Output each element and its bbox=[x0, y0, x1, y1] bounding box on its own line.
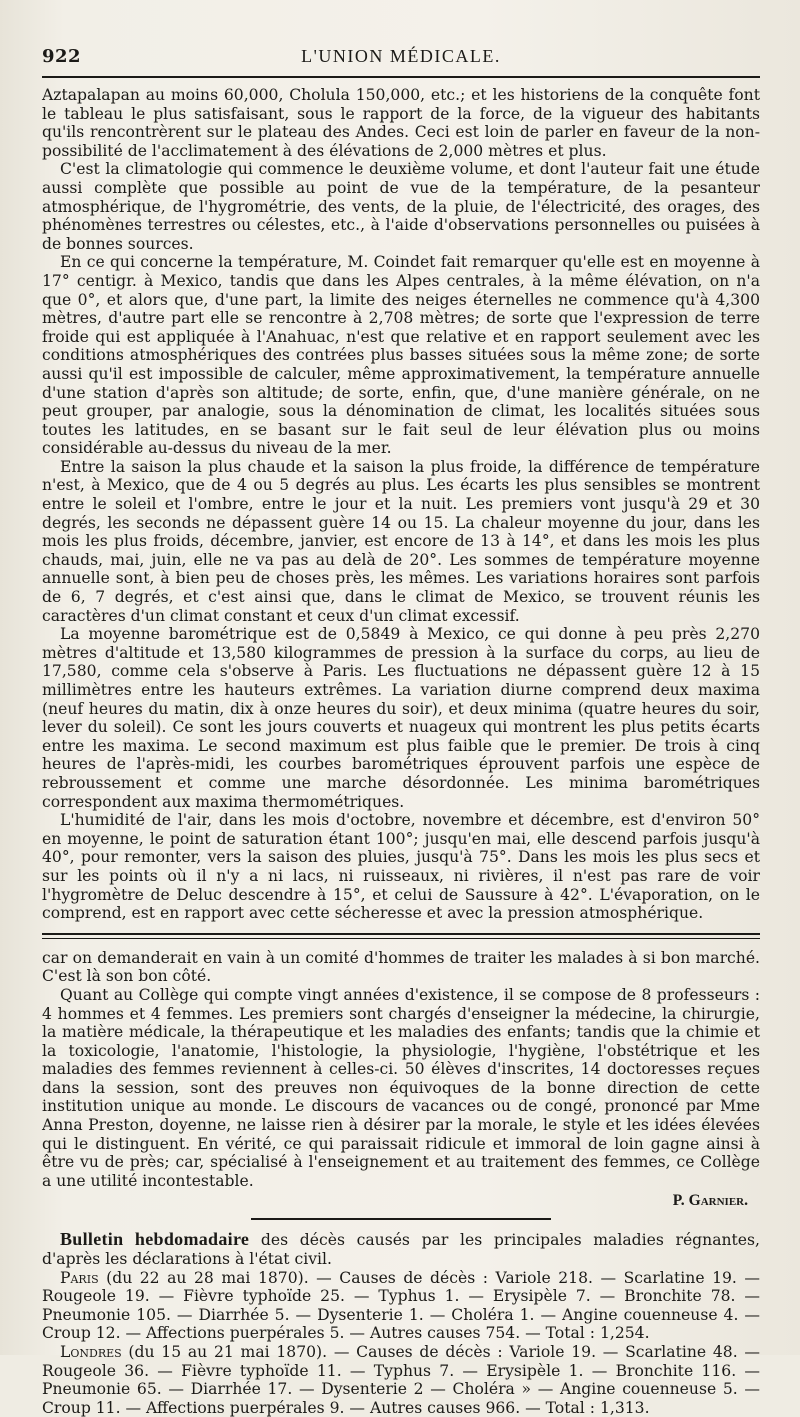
article-paragraph: Aztapalapan au moins 60,000, Cholula 150,000, etc.; et les historiens de la conquête font le tableau le plus satisfaisant, sous le rapport de la force, de la vigueur des habitants qu'ils rencontrèrent sur le plateau des Andes. Ceci est loin de parler en faveur de la non-possibilité de l'acclimatement à des élévations de 2,000 mètres et plus. bbox=[42, 86, 760, 160]
letter-paragraph: car on demanderait en vain à un comité d'hommes de traiter les malades à si bon marché. C'est là son bon côté. bbox=[42, 948, 760, 986]
bulletin-london-text: (du 15 au 21 mai 1870). — Causes de décès : Variole 19. — Scarlatine 48. — Rougeole 36. — Fièvre typhoïde 11. — Typhus 7. — Erysipèle 1. — Bronchite 116. — Pneumonie 65. — Diarrhée 17. — Dysenterie 2 — Choléra » — Angine couenneuse 5. — Croup 11. — Affections puerpérales 9. — Autres causes 966. — Total : 1,313. bbox=[42, 1343, 760, 1417]
article-paragraph: C'est la climatologie qui commence le deuxième volume, et dont l'auteur fait une étude aussi complète que possible au point de vue de la température, de la pesanteur atmosphérique, de l'hygrométrie, des vents, de la pluie, de l'électricité, des orages, des phénomènes terrestres ou célestes, etc., à l'aide d'observations personnelles ou puisées à de bonnes sources. bbox=[42, 160, 760, 253]
section-divider-bottom bbox=[42, 938, 760, 939]
article-paragraph: En ce qui concerne la température, M. Coindet fait remarquer qu'elle est en moyenne à 17° centigr. à Mexico, tandis que dans les Alpes centrales, à la même élévation, on n'a que 0°, et alors que, d'une part, la limite des neiges éternelles ne commence qu'à 4,300 mètres, d'autre part elle se rencontre à 2,708 mètres; de sorte que l'expression de terre froide qui est appliquée à l'Anahuac, n'est que relative et en rapport seulement avec les conditions atmosphériques des contrées plus basses situées sous la même zone; de sorte aussi qu'il est impossible de calculer, même approximativement, la température annuelle d'une station d'après son altitude; de sorte, enfin, que, d'une manière générale, on ne peut grouper, par analogie, sous la dénomination de climat, les localités situées sous toutes les latitudes, en se basant sur le fait seul de leur élévation plus ou moins considérable au-dessus du niveau de la mer. bbox=[42, 253, 760, 458]
article-paragraph: Entre la saison la plus chaude et la saison la plus froide, la différence de température n'est, à Mexico, que de 4 ou 5 degrés au plus. Les écarts les plus sensibles se montrent entre le soleil et l'ombre, entre le jour et la nuit. Les premiers vont jusqu'à 29 et 30 degrés, les seconds ne dépassent guère 14 ou 15. La chaleur moyenne du jour, dans les mois les plus froids, décembre, janvier, est encore de 13 à 14°, et dans les mois les plus chauds, mai, juin, elle ne va pas au delà de 20°. Les sommes de température moyenne annuelle sont, à bien peu de choses près, les mêmes. Les variations horaires sont parfois de 6, 7 degrés, et c'est ainsi que, dans le climat de Mexico, se trouvent réunis les caractères d'un climat constant et ceux d'un climat excessif. bbox=[42, 457, 760, 625]
bulletin-city-london: Londres bbox=[60, 1343, 122, 1361]
bulletin-london bbox=[42, 1343, 760, 1417]
page-number: 922 bbox=[42, 46, 82, 67]
bulletin-divider bbox=[251, 1218, 551, 1220]
journal-title: L'UNION MÉDICALE. bbox=[301, 46, 501, 66]
section-divider-top bbox=[42, 933, 760, 935]
bulletin-intro-text: des décès causés par les principales maladies régnantes, d'après les déclarations à l'état civil. bbox=[42, 1231, 760, 1269]
header-rule bbox=[42, 76, 760, 78]
bulletin-paris-text: (du 22 au 28 mai 1870). — Causes de décès : Variole 218. — Scarlatine 19. — Rougeole 19. — Fièvre typhoïde 25. — Typhus 1. — Erysipèle 7. — Bronchite 78. — Pneumonie 105. — Diarrhée 5. — Dysenterie 1. — Choléra 1. — Angine couenneuse 4. — Croup 12. — Affections puerpérales 5. — Autres causes 754. — Total : 1,254. bbox=[42, 1268, 760, 1343]
bulletin-paris bbox=[42, 1269, 760, 1343]
bulletin-city-paris: Paris bbox=[60, 1268, 99, 1287]
article-body bbox=[42, 86, 760, 923]
letter-paragraph: Quant au Collège qui compte vingt années d'existence, il se compose de 8 professeurs : 4 hommes et 4 femmes. Les premiers sont chargés d'enseigner la médecine, la chirurgie, la matière médicale, la thérapeutique et les maladies des enfants; tandis que la chimie et la toxicologie, l'anatomie, l'histologie, la physiologie, l'hygiène, l'obstétrique et les maladies des femmes reviennent à celles-ci. 50 élèves d'inscrites, 14 doctoresses reçues dans la session, sont des preuves non équivoques de la bonne direction de cette institution unique au monde. Le discours de vacances ou de congé, prononcé par Mme Anna Preston, doyenne, ne laisse rien à désirer par la morale, le style et les idées élevées qui le distinguent. En vérité, ce qui paraissait ridicule et immoral de loin gagne ainsi à être vu de près; car, spécialisé à l'enseignement et au traitement des femmes, ce Collège a une utilité incontestable. bbox=[42, 985, 760, 1190]
signature bbox=[42, 1192, 748, 1210]
signature-name: P. Garnier. bbox=[672, 1192, 748, 1210]
bulletin-intro bbox=[42, 1230, 760, 1268]
page-header bbox=[42, 0, 760, 67]
bulletin bbox=[42, 1230, 760, 1417]
article-paragraph: La moyenne barométrique est de 0,5849 à Mexico, ce qui donne à peu près 2,270 mètres d'altitude et 13,580 kilogrammes de pression à la surface du corps, au lieu de 17,580, comme cela s'observe à Paris. Les fluctuations ne dépassent guère 12 à 15 millimètres entre les hauteurs extrêmes. La variation diurne comprend deux maxima (neuf heures du matin, dix à onze heures du soir), et deux minima (quatre heures du soir, lever du soleil). Ce sont les jours couverts et nuageux qui montrent les plus petits écarts entre les maxima. Le second maximum est plus faible que le premier. De trois à cinq heures de l'après-midi, les courbes barométriques éprouvent parfois une espèce de rebroussement et comme une marche désordonnée. Les minima barométriques correspondent aux maxima thermométriques. bbox=[42, 625, 760, 811]
bulletin-heading: Bulletin hebdomadaire bbox=[60, 1229, 250, 1250]
article-paragraph: L'humidité de l'air, dans les mois d'octobre, novembre et décembre, est d'environ 50° en moyenne, le point de saturation étant 100°; jusqu'en mai, elle descend parfois jusqu'à 40°, pour remonter, vers la saison des pluies, jusqu'à 75°. Dans les mois les plus secs et sur les points où il n'y a ni lacs, ni ruisseaux, ni rivières, il n'est pas rare de voir l'hygromètre de Deluc descendre à 15°, et celui de Saussure à 42°. L'évaporation, on le comprend, est en rapport avec cette sécheresse et avec la pression atmosphérique. bbox=[42, 811, 760, 923]
letter-body bbox=[42, 949, 760, 1191]
